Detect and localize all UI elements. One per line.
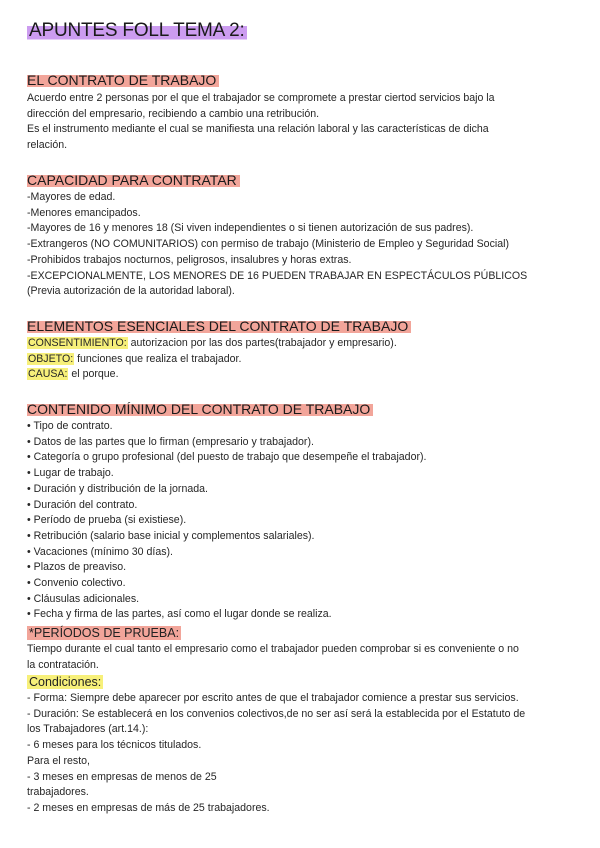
- term-consentimiento: CONSENTIMIENTO:: [28, 337, 127, 349]
- list-item: - 2 meses en empresas de más de 25 trabajadores.: [27, 801, 270, 814]
- term-objeto: OBJETO:: [28, 352, 74, 365]
- list-item: • Plazos de preaviso.: [27, 561, 127, 574]
- list-item: CAUSA: el porque.: [28, 368, 119, 381]
- list-item: - Duración: Se establecerá en los convenios colectivos,de no ser así será la establecida por el Estatuto de: [27, 707, 526, 720]
- list-item: • Datos de las partes que lo firman (empresario y trabajador).: [27, 435, 314, 448]
- list-item: -Extrangeros (NO COMUNITARIOS) con permiso de trabajo (Ministerio de Empleo y Seguridad Social): [27, 238, 509, 251]
- list-item: • Convenio colectivo.: [27, 577, 126, 590]
- list-elementos-esenciales: [27, 336, 583, 383]
- paragraph-periodos-de-prueba: Tiempo durante el cual tanto el empresario como el trabajador pueden comprobar si es conveniente o no la contratación.: [27, 643, 519, 671]
- page-title: APUNTES FOLL TEMA 2:: [29, 20, 245, 41]
- heading-capacidad-para-contratar: CAPACIDAD PARA CONTRATAR: [27, 172, 240, 189]
- subheading-condiciones: Condiciones:: [29, 675, 102, 689]
- list-item: -Prohibidos trabajos nocturnos, peligrosos, insalubres y horas extras.: [27, 253, 352, 266]
- list-item: trabajadores.: [27, 786, 89, 799]
- paragraph-contrato-definicion: Acuerdo entre 2 personas por el que el trabajador se compromete a prestar ciertod servicios bajo la dirección del empresario, recibiendo a cambio una retribución. Es el instrumento mediante el cual se manifiesta una relación laboral y las características de dicha relación.: [27, 92, 495, 152]
- list-item: • Tipo de contrato.: [27, 420, 113, 432]
- list-item: -Mayores de 16 y menores 18 (Si viven independientes o si tienen autorización de sus padres).: [27, 222, 474, 235]
- list-item: -Menores emancipados.: [27, 206, 141, 219]
- list-item: • Retribución (salario base inicial y complementos salariales).: [27, 529, 315, 542]
- list-item: Para el resto,: [27, 754, 91, 767]
- list-item: CONSENTIMIENTO: autorizacion por las dos partes(trabajador y empresario).: [28, 337, 397, 349]
- list-item: • Lugar de trabajo.: [27, 467, 114, 480]
- list-item: • Período de prueba (si existiese).: [27, 514, 187, 527]
- list-item: - 3 meses en empresas de menos de 25: [27, 770, 217, 783]
- term-causa: CAUSA:: [28, 368, 68, 381]
- list-item: • Cláusulas adicionales.: [27, 592, 140, 605]
- heading-elementos-esenciales: ELEMENTOS ESENCIALES DEL CONTRATO DE TRABAJO: [27, 318, 411, 335]
- list-item: los Trabajadores (art.14.):: [27, 723, 149, 736]
- list-item: • Duración y distribución de la jornada.: [27, 482, 208, 495]
- list-item: (Previa autorización de la autoridad laboral).: [27, 285, 235, 298]
- list-item: -Mayores de edad.: [27, 191, 116, 203]
- list-item: - Forma: Siempre debe aparecer por escrito antes de que el trabajador comience a prestar sus servicios.: [27, 692, 519, 704]
- list-item: - 6 meses para los técnicos titulados.: [27, 739, 202, 752]
- list-item: OBJETO: funciones que realiza el trabajador.: [28, 352, 242, 365]
- list-capacidad: [27, 190, 583, 300]
- heading-contenido-minimo: CONTENIDO MÍNIMO DEL CONTRATO DE TRABAJO: [27, 401, 373, 418]
- list-item: • Vacaciones (mínimo 30 días).: [27, 545, 173, 558]
- list-item: • Duración del contrato.: [27, 498, 138, 511]
- heading-contrato-de-trabajo: EL CONTRATO DE TRABAJO: [27, 72, 219, 89]
- list-condiciones: [27, 691, 583, 817]
- list-contenido-minimo: [27, 419, 583, 623]
- subheading-periodos-de-prueba: *PERÍODOS DE PRUEBA:: [29, 626, 180, 640]
- list-item: -EXCEPCIONALMENTE, LOS MENORES DE 16 PUEDEN TRABAJAR EN ESPECTÁCULOS PÚBLICOS: [27, 269, 528, 282]
- list-item: • Categoría o grupo profesional (del puesto de trabajo que desempeñe el trabajador).: [27, 451, 427, 464]
- list-item: • Fecha y firma de las partes, así como el lugar donde se realiza.: [27, 608, 332, 621]
